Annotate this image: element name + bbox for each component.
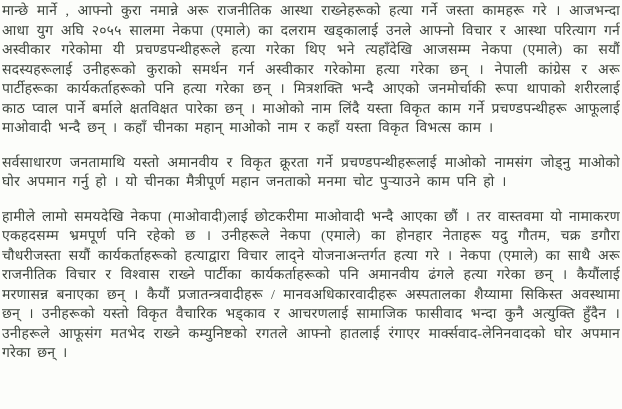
paragraph-3: हामीले लामो समयदेखि नेकपा (माओवादी)लाई छोटकरीमा माओवादी भन्दै आएका छौं । तर वास्तवमा यो नामाकरण एकहदसम्म भ्रमपूर्ण पनि रहेको छ । उनीहरूले नेकपा (एमाले) का होनहार नेताहरू यदु गौतम, चक्र डगौरा चौधरीजस्ता सयौं कार्यकर्ताहरूको हत्याद्वारा विचार लाद्ने योजनाअन्तर्गत हत्या गरे । नेकपा (एमाले) का साथै अरू राजनीतिक विचार र विश्वास राख्ने पार्टीका कार्यकर्ताहरूको पनि अमानवीय ढंगले हत्या गरेका छन् । कैयौंलाई मरणासन्न बनाएका छन् । कैयौं प्रजातन्त्रवादीहरू / मानवअधिकारवादीहरू अस्पतालका शैय्यामा सिकिस्त अवस्थामा छन् । उनीहरूको यस्तो विकृत वैचारिक भड्काव र आचरणलाई सामाजिक फासीवाद भन्दा कुनै अत्युक्ति हुँदैन । उनीहरूले आफूसंग मतभेद राख्ने कम्युनिष्टको रगतले आफ्नो हातलाई रंगाएर मार्क्सवाद-लेनिनवादको घोर अपमान गरेका छन् । — [2, 209, 620, 361]
paragraph-2: सर्वसाधारण जनतामाथि यस्तो अमानवीय र विकृत क्रूरता गर्ने प्रचण्डपन्थीहरूलाई माओको नामसंग जोड्नु माओको घोर अपमान गर्नु हो । यो चीनका मैत्रीपूर्ण महान जनताको मनमा चोट पुऱ्याउने काम पनि हो । — [2, 155, 620, 190]
paragraph-1: मान्छे मार्ने , आफ्नो कुरा नमान्ने अरू राजनीतिक आस्था राख्नेहरूको हत्या गर्ने जस्ता कामहरू गरे । आजभन्दा आधा युग अघि २०५५ सालमा नेकपा (एमाले) का दलराम खड्कालाई उनले आफ्नो विचार र आस्था परित्याग गर्न अस्वीकार गरेकोमा यी प्रचण्डपन्थीहरूले हत्या गरेका थिए भने त्यहाँदेखि आजसम्म नेकपा (एमाले) का सयौं सदस्यहरूलाई उनीहरूको कुराको समर्थन गर्न अस्वीकार गरेकोमा हत्या गरेका छन् । नेपाली कांग्रेस र अरू पार्टीहरूका कार्यकर्ताहरूको पनि हत्या गरेका छन् । मित्रशक्ति भन्दै आएको जनमोर्चाकी रूपा थापाको शरीरलाई काठ प्वाल पार्ने बर्माले क्षतविक्षत पारेका छन् । माओको नाम लिंदै यस्ता विकृत काम गर्ने प्रचण्डपन्थीहरू आफूलाई माओवादी भन्दै छन् । कहाँ चीनका महान् माओको नाम र कहाँ यस्ता विकृत विभत्स काम । — [2, 4, 620, 136]
